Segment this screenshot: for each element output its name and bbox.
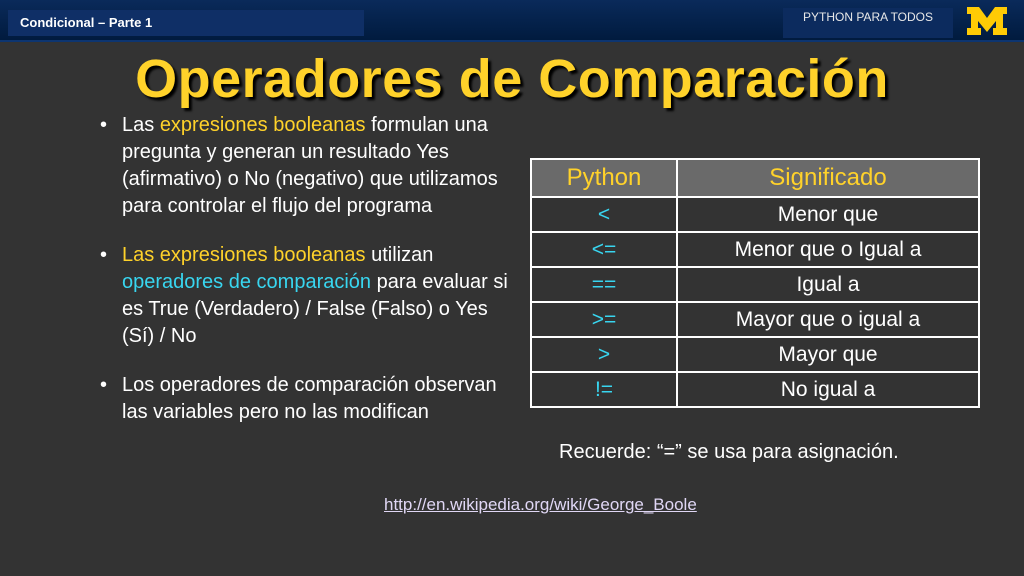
operator-cell: < [531, 197, 677, 232]
bullet-text: utilizan [365, 244, 434, 266]
bullet-text: para evaluar si es True (Verdadero) / False (Falso) o Yes (Sí) / No [122, 271, 508, 347]
operator-cell: >= [531, 302, 677, 337]
table-row [531, 302, 979, 337]
page-title: Operadores de Comparación [135, 49, 889, 109]
operator-cell: == [531, 267, 677, 302]
column-header-meaning: Significado [677, 159, 979, 197]
comparison-table [530, 158, 980, 408]
course-label: PYTHON PARA TODOS [783, 8, 953, 38]
top-bar-divider [0, 40, 1024, 42]
operator-cell: <= [531, 232, 677, 267]
table-row [531, 372, 979, 407]
bullet-item [98, 372, 508, 426]
bullet-text: formulan una pregunta y generan un resultado Yes (afirmativo) o No (negativo) que utilizamos para controlar el flujo del programa [122, 114, 498, 217]
highlight-term: expresiones booleanas [159, 114, 366, 136]
wikipedia-link[interactable]: http://en.wikipedia.org/wiki/George_Boole [384, 495, 697, 514]
bullet-item [98, 242, 508, 350]
block-m-logo-icon [966, 6, 1008, 36]
bullet-text: Los operadores de comparación observan las variables pero no las modifican [122, 374, 497, 423]
table-row [531, 337, 979, 372]
meaning-cell: Menor que o Igual a [677, 232, 979, 267]
assignment-reminder: Recuerde: “=” se usa para asignación. [559, 441, 899, 463]
table-row [531, 197, 979, 232]
meaning-cell: Igual a [677, 267, 979, 302]
meaning-cell: Mayor que [677, 337, 979, 372]
meaning-cell: Menor que [677, 197, 979, 232]
column-header-python: Python [531, 159, 677, 197]
table-row [531, 232, 979, 267]
bullet-list [98, 112, 508, 448]
meaning-cell: No igual a [677, 372, 979, 407]
operator-cell: != [531, 372, 677, 407]
section-label: Condicional – Parte 1 [8, 10, 364, 36]
meaning-cell: Mayor que o igual a [677, 302, 979, 337]
table-row [531, 267, 979, 302]
table-header-row [531, 159, 979, 197]
highlight-term: operadores de comparación [122, 271, 372, 293]
bullet-text: Las [122, 114, 160, 136]
highlight-term: Las expresiones booleanas [122, 244, 366, 266]
bullet-item [98, 112, 508, 220]
operator-cell: > [531, 337, 677, 372]
